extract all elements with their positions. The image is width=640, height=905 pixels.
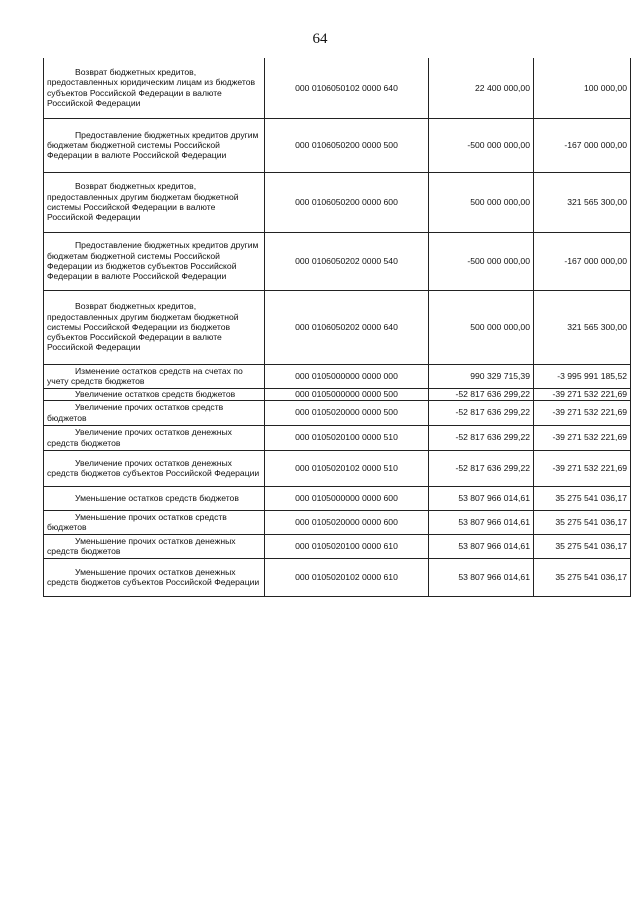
row-value-2: 35 275 541 036,17 bbox=[534, 486, 631, 510]
row-code: 000 0106050202 0000 540 bbox=[265, 232, 429, 290]
row-code: 000 0105020102 0000 610 bbox=[265, 558, 429, 596]
row-value-2: -167 000 000,00 bbox=[534, 118, 631, 172]
row-name: Предоставление бюджетных кредитов другим бюджетам бюджетной системы Российской Федерации из бюджетов субъектов Российской Федерации в валюте Российской Федерации bbox=[44, 232, 265, 290]
row-name: Уменьшение прочих остатков средств бюджетов bbox=[44, 510, 265, 534]
row-code: 000 0105020000 0000 500 bbox=[265, 400, 429, 425]
table-row bbox=[44, 425, 631, 450]
table-row bbox=[44, 534, 631, 558]
row-value-1: -500 000 000,00 bbox=[429, 118, 534, 172]
row-value-1: -500 000 000,00 bbox=[429, 232, 534, 290]
row-value-1: 53 807 966 014,61 bbox=[429, 510, 534, 534]
row-value-2: -39 271 532 221,69 bbox=[534, 388, 631, 400]
row-value-1: 53 807 966 014,61 bbox=[429, 486, 534, 510]
table-row bbox=[44, 510, 631, 534]
row-value-1: -52 817 636 299,22 bbox=[429, 400, 534, 425]
row-code: 000 0106050200 0000 500 bbox=[265, 118, 429, 172]
row-name: Увеличение остатков средств бюджетов bbox=[44, 388, 265, 400]
row-name: Уменьшение прочих остатков денежных средств бюджетов bbox=[44, 534, 265, 558]
row-name: Уменьшение прочих остатков денежных средств бюджетов субъектов Российской Федерации bbox=[44, 558, 265, 596]
table-row bbox=[44, 290, 631, 364]
row-value-1: 500 000 000,00 bbox=[429, 290, 534, 364]
table-row bbox=[44, 58, 631, 118]
page-number: 64 bbox=[312, 31, 328, 47]
table-row bbox=[44, 232, 631, 290]
row-value-1: 53 807 966 014,61 bbox=[429, 558, 534, 596]
row-value-1: 990 329 715,39 bbox=[429, 364, 534, 388]
row-value-2: 321 565 300,00 bbox=[534, 290, 631, 364]
row-name: Изменение остатков средств на счетах по учету средств бюджетов bbox=[44, 364, 265, 388]
table-row bbox=[44, 400, 631, 425]
row-value-2: -39 271 532 221,69 bbox=[534, 450, 631, 486]
row-value-1: 22 400 000,00 bbox=[429, 58, 534, 118]
table-row bbox=[44, 388, 631, 400]
row-name: Возврат бюджетных кредитов, предоставленных другим бюджетам бюджетной системы Российской Федерации из бюджетов субъектов Российской Федерации в валюте Российской Федерации bbox=[44, 290, 265, 364]
row-value-2: -39 271 532 221,69 bbox=[534, 425, 631, 450]
row-value-1: 53 807 966 014,61 bbox=[429, 534, 534, 558]
table-row bbox=[44, 558, 631, 596]
budget-sources-table bbox=[43, 58, 631, 597]
row-value-1: -52 817 636 299,22 bbox=[429, 450, 534, 486]
row-value-2: 35 275 541 036,17 bbox=[534, 558, 631, 596]
row-value-2: 100 000,00 bbox=[534, 58, 631, 118]
row-name: Предоставление бюджетных кредитов другим бюджетам бюджетной системы Российской Федерации в валюте Российской Федерации bbox=[44, 118, 265, 172]
row-value-2: -39 271 532 221,69 bbox=[534, 400, 631, 425]
table-row bbox=[44, 118, 631, 172]
row-name: Возврат бюджетных кредитов, предоставленных другим бюджетам бюджетной системы Российской Федерации в валюте Российской Федерации bbox=[44, 172, 265, 232]
row-code: 000 0106050200 0000 600 bbox=[265, 172, 429, 232]
table-row bbox=[44, 172, 631, 232]
row-name: Уменьшение остатков средств бюджетов bbox=[44, 486, 265, 510]
row-value-2: 35 275 541 036,17 bbox=[534, 534, 631, 558]
row-code: 000 0105000000 0000 000 bbox=[265, 364, 429, 388]
row-code: 000 0106050102 0000 640 bbox=[265, 58, 429, 118]
row-code: 000 0106050202 0000 640 bbox=[265, 290, 429, 364]
row-name: Увеличение прочих остатков средств бюджетов bbox=[44, 400, 265, 425]
row-value-2: -3 995 991 185,52 bbox=[534, 364, 631, 388]
row-name: Возврат бюджетных кредитов, предоставленных юридическим лицам из бюджетов субъектов Российской Федерации в валюте Российской Федерации bbox=[44, 58, 265, 118]
table-row bbox=[44, 450, 631, 486]
table-row bbox=[44, 486, 631, 510]
row-value-2: 35 275 541 036,17 bbox=[534, 510, 631, 534]
row-value-1: -52 817 636 299,22 bbox=[429, 425, 534, 450]
row-value-2: 321 565 300,00 bbox=[534, 172, 631, 232]
table-row bbox=[44, 364, 631, 388]
row-code: 000 0105020100 0000 610 bbox=[265, 534, 429, 558]
row-name: Увеличение прочих остатков денежных средств бюджетов bbox=[44, 425, 265, 450]
row-name: Увеличение прочих остатков денежных средств бюджетов субъектов Российской Федерации bbox=[44, 450, 265, 486]
row-code: 000 0105020000 0000 600 bbox=[265, 510, 429, 534]
row-code: 000 0105000000 0000 500 bbox=[265, 388, 429, 400]
row-value-1: 500 000 000,00 bbox=[429, 172, 534, 232]
row-code: 000 0105000000 0000 600 bbox=[265, 486, 429, 510]
row-code: 000 0105020100 0000 510 bbox=[265, 425, 429, 450]
row-code: 000 0105020102 0000 510 bbox=[265, 450, 429, 486]
row-value-2: -167 000 000,00 bbox=[534, 232, 631, 290]
row-value-1: -52 817 636 299,22 bbox=[429, 388, 534, 400]
